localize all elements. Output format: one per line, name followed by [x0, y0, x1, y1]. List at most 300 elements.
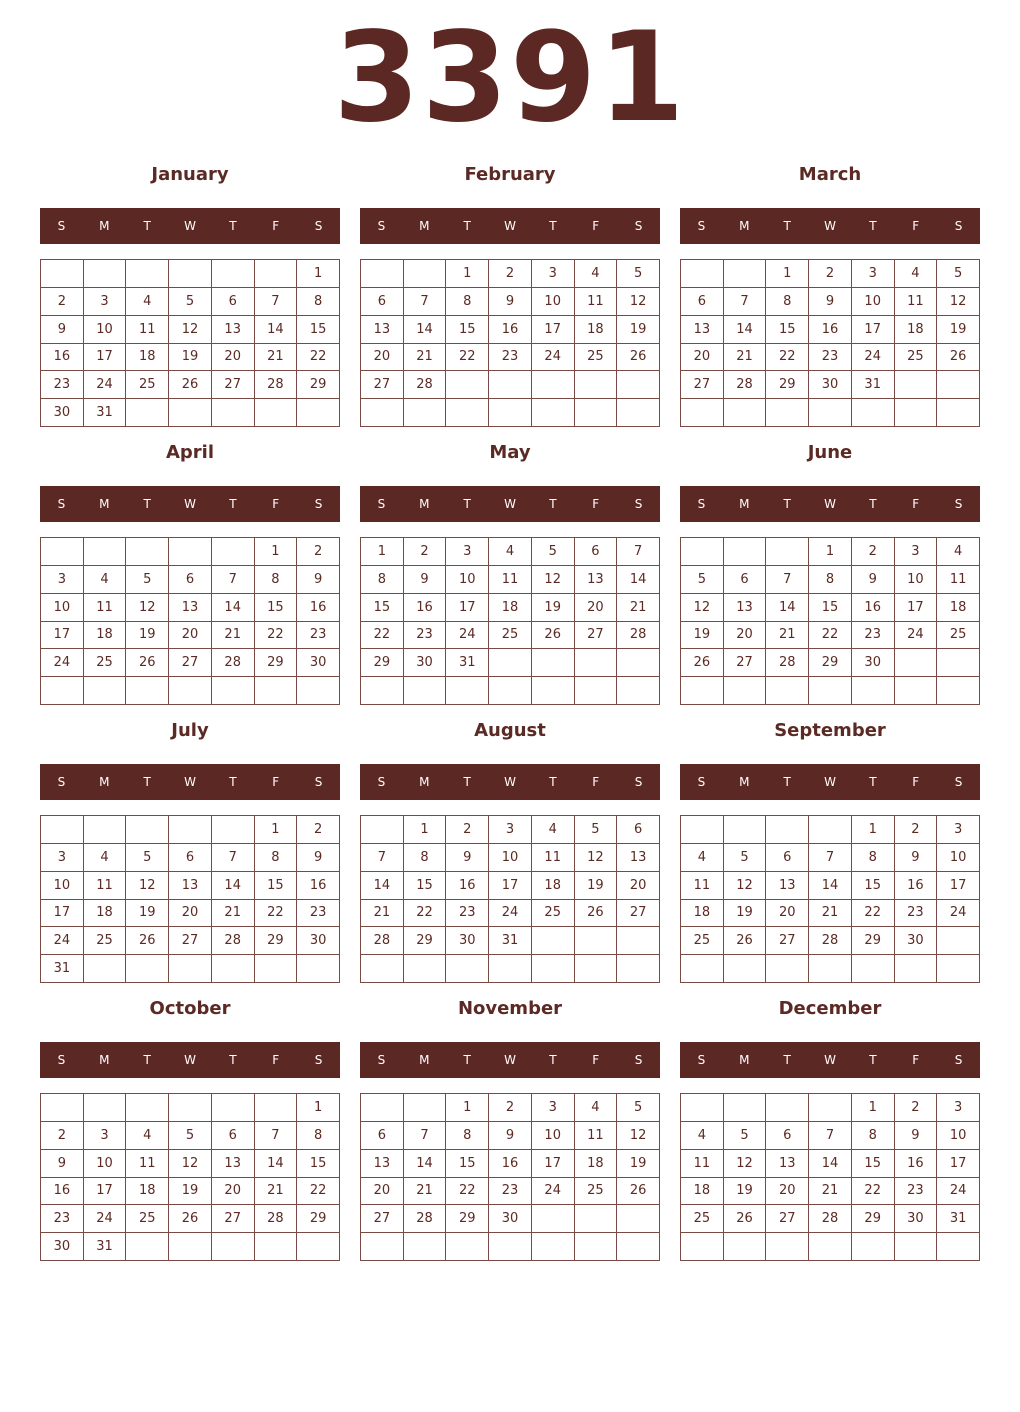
empty-day-cell: [532, 1205, 575, 1233]
day-cell: 1: [255, 816, 298, 844]
day-cell: 4: [937, 538, 980, 566]
day-cell: 17: [852, 316, 895, 344]
empty-day-cell: [937, 677, 980, 705]
day-cell: 10: [489, 844, 532, 872]
day-cell: 30: [446, 927, 489, 955]
weekday-label: T: [229, 497, 237, 511]
weekday-label: S: [377, 775, 386, 789]
day-cell: 18: [126, 1178, 169, 1206]
empty-day-cell: [617, 677, 660, 705]
day-cell: 9: [895, 1122, 938, 1150]
day-cell: 16: [297, 872, 340, 900]
day-cell: 17: [41, 900, 84, 928]
empty-day-cell: [255, 677, 298, 705]
day-cell: 9: [297, 566, 340, 594]
day-cell: 28: [212, 927, 255, 955]
day-cell: 16: [41, 344, 84, 372]
empty-day-cell: [169, 677, 212, 705]
day-cell: 11: [895, 288, 938, 316]
empty-day-cell: [126, 1233, 169, 1261]
day-cell: 7: [766, 566, 809, 594]
day-cell: 27: [681, 371, 724, 399]
day-cell: 29: [404, 927, 447, 955]
empty-day-cell: [84, 955, 127, 983]
day-cell: 22: [297, 344, 340, 372]
weekday-label: M: [99, 1053, 110, 1067]
day-cell: 4: [532, 816, 575, 844]
day-cell: 25: [126, 1205, 169, 1233]
weekday-header: [360, 208, 660, 244]
day-cell: 19: [575, 872, 618, 900]
day-cell: 3: [937, 1094, 980, 1122]
weekday-label: F: [592, 497, 600, 511]
day-cell: 30: [41, 399, 84, 427]
empty-day-cell: [41, 538, 84, 566]
day-cell: 1: [297, 1094, 340, 1122]
day-cell: 1: [446, 260, 489, 288]
day-cell: 4: [126, 1122, 169, 1150]
empty-day-cell: [724, 816, 767, 844]
empty-day-cell: [575, 927, 618, 955]
day-cell: 11: [84, 594, 127, 622]
day-cell: 20: [212, 344, 255, 372]
day-cell: 25: [681, 1205, 724, 1233]
day-cell: 2: [895, 1094, 938, 1122]
day-cell: 18: [681, 900, 724, 928]
day-cell: 26: [532, 622, 575, 650]
weekday-label: W: [824, 1053, 836, 1067]
weekday-label: S: [314, 775, 323, 789]
day-cell: 19: [681, 622, 724, 650]
day-cell: 22: [255, 622, 298, 650]
day-cell: 31: [937, 1205, 980, 1233]
empty-day-cell: [212, 260, 255, 288]
day-cell: 12: [126, 872, 169, 900]
day-cell: 3: [895, 538, 938, 566]
weekday-label: S: [634, 219, 643, 233]
day-cell: 22: [809, 622, 852, 650]
day-cell: 11: [681, 1150, 724, 1178]
weekday-label: W: [824, 775, 836, 789]
day-cell: 1: [766, 260, 809, 288]
day-cell: 15: [766, 316, 809, 344]
day-cell: 2: [297, 816, 340, 844]
day-cell: 2: [297, 538, 340, 566]
day-cell: 4: [575, 260, 618, 288]
empty-day-cell: [809, 1094, 852, 1122]
weekday-label: T: [783, 775, 791, 789]
day-cell: 2: [404, 538, 447, 566]
empty-day-cell: [766, 677, 809, 705]
day-cell: 30: [41, 1233, 84, 1261]
empty-day-cell: [446, 955, 489, 983]
weekday-label: T: [869, 775, 877, 789]
empty-day-cell: [169, 399, 212, 427]
day-cell: 10: [532, 288, 575, 316]
day-cell: 22: [852, 900, 895, 928]
weekday-label: T: [143, 1053, 151, 1067]
day-cell: 31: [852, 371, 895, 399]
day-cell: 5: [617, 1094, 660, 1122]
weekday-label: S: [954, 497, 963, 511]
empty-day-cell: [575, 649, 618, 677]
empty-day-cell: [681, 816, 724, 844]
weekday-label: S: [314, 219, 323, 233]
day-cell: 18: [84, 900, 127, 928]
weekday-label: F: [272, 1053, 280, 1067]
day-cell: 5: [617, 260, 660, 288]
empty-day-cell: [532, 955, 575, 983]
day-cell: 10: [446, 566, 489, 594]
day-cell: 27: [169, 649, 212, 677]
day-cell: 2: [41, 1122, 84, 1150]
empty-day-cell: [404, 955, 447, 983]
day-cell: 20: [575, 594, 618, 622]
day-cell: 10: [41, 594, 84, 622]
day-cell: 2: [446, 816, 489, 844]
weekday-label: F: [592, 775, 600, 789]
day-cell: 3: [852, 260, 895, 288]
day-cell: 12: [169, 316, 212, 344]
day-cell: 6: [212, 288, 255, 316]
weekday-label: M: [99, 219, 110, 233]
empty-day-cell: [489, 1233, 532, 1261]
day-cell: 16: [895, 872, 938, 900]
empty-day-cell: [84, 538, 127, 566]
day-cell: 22: [852, 1178, 895, 1206]
day-cell: 12: [617, 288, 660, 316]
weekday-label: S: [954, 1053, 963, 1067]
day-cell: 17: [489, 872, 532, 900]
month-name: September: [774, 720, 886, 741]
day-cell: 16: [809, 316, 852, 344]
day-cell: 13: [724, 594, 767, 622]
weekday-label: F: [912, 497, 920, 511]
day-cell: 22: [255, 900, 298, 928]
day-cell: 29: [446, 1205, 489, 1233]
month-name: June: [807, 442, 853, 463]
day-cell: 1: [446, 1094, 489, 1122]
day-grid: [360, 259, 660, 427]
weekday-label: M: [419, 219, 430, 233]
day-cell: 28: [361, 927, 404, 955]
day-cell: 23: [895, 900, 938, 928]
day-cell: 15: [852, 872, 895, 900]
weekday-label: S: [314, 497, 323, 511]
empty-day-cell: [724, 1233, 767, 1261]
day-cell: 14: [212, 594, 255, 622]
weekday-header: [360, 764, 660, 800]
empty-day-cell: [575, 399, 618, 427]
month-name: November: [457, 998, 563, 1019]
day-cell: 16: [852, 594, 895, 622]
day-cell: 25: [575, 344, 618, 372]
day-cell: 7: [212, 844, 255, 872]
day-cell: 22: [361, 622, 404, 650]
day-cell: 1: [361, 538, 404, 566]
day-cell: 22: [404, 900, 447, 928]
day-cell: 28: [809, 1205, 852, 1233]
day-cell: 20: [724, 622, 767, 650]
day-cell: 24: [489, 900, 532, 928]
day-cell: 19: [937, 316, 980, 344]
day-cell: 29: [297, 1205, 340, 1233]
empty-day-cell: [126, 399, 169, 427]
day-cell: 1: [297, 260, 340, 288]
day-cell: 28: [766, 649, 809, 677]
day-cell: 24: [532, 344, 575, 372]
day-cell: 19: [724, 1178, 767, 1206]
day-cell: 4: [681, 1122, 724, 1150]
day-cell: 21: [766, 622, 809, 650]
empty-day-cell: [169, 955, 212, 983]
day-grid: [360, 1093, 660, 1261]
day-cell: 25: [532, 900, 575, 928]
empty-day-cell: [489, 371, 532, 399]
day-cell: 26: [724, 927, 767, 955]
empty-day-cell: [809, 816, 852, 844]
day-cell: 21: [724, 344, 767, 372]
day-cell: 9: [41, 316, 84, 344]
empty-day-cell: [489, 955, 532, 983]
day-cell: 3: [446, 538, 489, 566]
day-cell: 14: [617, 566, 660, 594]
day-cell: 5: [126, 844, 169, 872]
day-cell: 30: [895, 927, 938, 955]
empty-day-cell: [617, 371, 660, 399]
day-cell: 27: [361, 371, 404, 399]
empty-day-cell: [766, 1094, 809, 1122]
day-cell: 30: [404, 649, 447, 677]
day-grid: [40, 1093, 340, 1261]
day-cell: 18: [84, 622, 127, 650]
day-cell: 19: [169, 1178, 212, 1206]
day-cell: 24: [41, 649, 84, 677]
day-cell: 15: [297, 316, 340, 344]
day-cell: 26: [617, 344, 660, 372]
month-name: July: [171, 720, 209, 741]
day-cell: 26: [937, 344, 980, 372]
day-grid: [360, 537, 660, 705]
day-cell: 15: [446, 316, 489, 344]
empty-day-cell: [617, 927, 660, 955]
day-cell: 13: [766, 872, 809, 900]
empty-day-cell: [681, 260, 724, 288]
day-cell: 24: [84, 1205, 127, 1233]
empty-day-cell: [724, 955, 767, 983]
day-cell: 27: [212, 1205, 255, 1233]
weekday-label: T: [229, 1053, 237, 1067]
day-cell: 26: [169, 1205, 212, 1233]
day-cell: 5: [169, 288, 212, 316]
day-cell: 3: [937, 816, 980, 844]
empty-day-cell: [766, 955, 809, 983]
day-cell: 6: [681, 288, 724, 316]
weekday-label: M: [739, 497, 750, 511]
empty-day-cell: [255, 260, 298, 288]
day-cell: 2: [489, 1094, 532, 1122]
weekday-header: [680, 208, 980, 244]
weekday-label: W: [504, 219, 516, 233]
day-cell: 6: [169, 844, 212, 872]
day-cell: 25: [895, 344, 938, 372]
empty-day-cell: [84, 260, 127, 288]
day-cell: 16: [489, 316, 532, 344]
day-cell: 29: [297, 371, 340, 399]
day-cell: 7: [809, 1122, 852, 1150]
weekday-label: W: [184, 1053, 196, 1067]
weekday-label: S: [57, 775, 66, 789]
day-cell: 17: [532, 1150, 575, 1178]
weekday-label: W: [184, 775, 196, 789]
empty-day-cell: [212, 399, 255, 427]
weekday-header: [40, 208, 340, 244]
day-cell: 3: [532, 1094, 575, 1122]
day-cell: 15: [404, 872, 447, 900]
weekday-label: F: [272, 775, 280, 789]
day-cell: 18: [489, 594, 532, 622]
month-name: December: [778, 998, 882, 1019]
empty-day-cell: [361, 677, 404, 705]
day-cell: 31: [489, 927, 532, 955]
day-cell: 28: [724, 371, 767, 399]
weekday-label: M: [739, 775, 750, 789]
day-cell: 31: [446, 649, 489, 677]
day-cell: 17: [937, 872, 980, 900]
weekday-label: T: [143, 497, 151, 511]
month-name: March: [798, 164, 862, 185]
empty-day-cell: [84, 677, 127, 705]
empty-day-cell: [532, 371, 575, 399]
day-cell: 26: [724, 1205, 767, 1233]
weekday-label: S: [697, 775, 706, 789]
empty-day-cell: [937, 649, 980, 677]
empty-day-cell: [575, 1205, 618, 1233]
empty-day-cell: [724, 260, 767, 288]
empty-day-cell: [361, 399, 404, 427]
day-cell: 7: [404, 288, 447, 316]
day-cell: 11: [532, 844, 575, 872]
day-cell: 21: [255, 1178, 298, 1206]
day-cell: 14: [361, 872, 404, 900]
empty-day-cell: [297, 1233, 340, 1261]
weekday-label: F: [912, 775, 920, 789]
empty-day-cell: [852, 677, 895, 705]
empty-day-cell: [617, 1233, 660, 1261]
day-cell: 7: [617, 538, 660, 566]
day-cell: 11: [126, 1150, 169, 1178]
weekday-label: T: [463, 497, 471, 511]
day-cell: 16: [446, 872, 489, 900]
day-cell: 9: [489, 1122, 532, 1150]
day-cell: 30: [895, 1205, 938, 1233]
day-cell: 9: [297, 844, 340, 872]
day-cell: 9: [446, 844, 489, 872]
day-cell: 10: [84, 1150, 127, 1178]
weekday-label: T: [549, 1053, 557, 1067]
weekday-label: S: [377, 1053, 386, 1067]
day-grid: [40, 537, 340, 705]
empty-day-cell: [404, 677, 447, 705]
weekday-label: S: [634, 775, 643, 789]
day-cell: 14: [766, 594, 809, 622]
empty-day-cell: [681, 677, 724, 705]
empty-day-cell: [895, 677, 938, 705]
empty-day-cell: [895, 371, 938, 399]
day-cell: 30: [297, 649, 340, 677]
day-cell: 24: [937, 1178, 980, 1206]
day-cell: 11: [126, 316, 169, 344]
empty-day-cell: [532, 649, 575, 677]
empty-day-cell: [766, 816, 809, 844]
day-cell: 29: [852, 927, 895, 955]
weekday-header: [680, 764, 980, 800]
day-cell: 8: [255, 566, 298, 594]
weekday-label: T: [869, 497, 877, 511]
day-cell: 26: [126, 927, 169, 955]
day-cell: 20: [212, 1178, 255, 1206]
day-cell: 16: [404, 594, 447, 622]
day-cell: 20: [361, 344, 404, 372]
weekday-label: F: [272, 219, 280, 233]
empty-day-cell: [255, 399, 298, 427]
day-cell: 5: [937, 260, 980, 288]
day-cell: 19: [532, 594, 575, 622]
day-cell: 9: [895, 844, 938, 872]
day-cell: 24: [532, 1178, 575, 1206]
day-cell: 27: [766, 927, 809, 955]
day-cell: 14: [809, 872, 852, 900]
weekday-label: W: [824, 219, 836, 233]
day-cell: 15: [446, 1150, 489, 1178]
day-cell: 28: [617, 622, 660, 650]
day-cell: 3: [41, 844, 84, 872]
day-cell: 21: [255, 344, 298, 372]
weekday-label: M: [739, 1053, 750, 1067]
day-cell: 15: [809, 594, 852, 622]
empty-day-cell: [852, 399, 895, 427]
day-cell: 8: [297, 1122, 340, 1150]
day-cell: 2: [895, 816, 938, 844]
empty-day-cell: [617, 955, 660, 983]
empty-day-cell: [852, 955, 895, 983]
weekday-label: F: [272, 497, 280, 511]
day-cell: 8: [446, 1122, 489, 1150]
day-cell: 23: [297, 900, 340, 928]
day-cell: 28: [255, 371, 298, 399]
day-cell: 11: [681, 872, 724, 900]
day-cell: 29: [809, 649, 852, 677]
day-cell: 23: [41, 1205, 84, 1233]
weekday-label: W: [504, 497, 516, 511]
day-cell: 14: [809, 1150, 852, 1178]
day-cell: 31: [84, 1233, 127, 1261]
empty-day-cell: [41, 677, 84, 705]
day-cell: 8: [361, 566, 404, 594]
month-name: October: [149, 998, 231, 1019]
day-cell: 18: [937, 594, 980, 622]
empty-day-cell: [575, 371, 618, 399]
day-cell: 6: [361, 1122, 404, 1150]
day-cell: 13: [361, 316, 404, 344]
empty-day-cell: [404, 260, 447, 288]
day-cell: 15: [361, 594, 404, 622]
day-cell: 1: [809, 538, 852, 566]
empty-day-cell: [212, 816, 255, 844]
weekday-header: [40, 486, 340, 522]
day-cell: 10: [84, 316, 127, 344]
day-cell: 10: [41, 872, 84, 900]
